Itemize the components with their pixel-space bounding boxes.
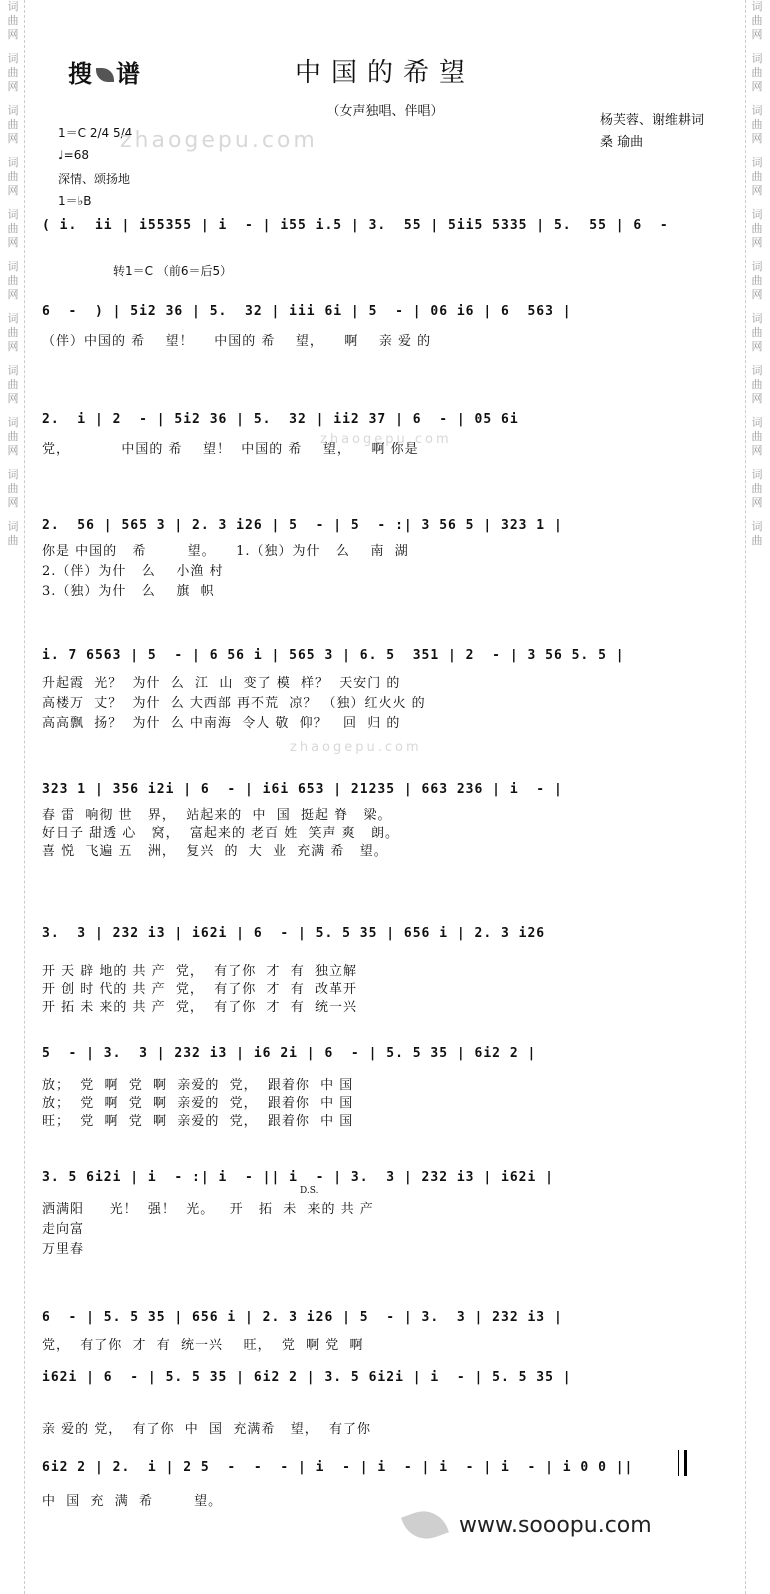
key-signature: 1＝C 2/4 5/4 [58,126,133,140]
logo-right-char: 谱 [116,60,142,88]
lyric-line: 高楼万 丈？ 为什 么 大西部 再不荒 凉？ （独）红火火 的 [42,696,426,711]
side-char: 词 [7,416,19,429]
lyric-line: 2.（伴）为什 么 小渔 村 [42,564,224,579]
side-char: 曲 [751,430,763,443]
lyric-line: （伴）中国的 希 望！ 中国的 希 望， 啊 亲 爱 的 [42,334,432,349]
side-watermark-left [2,0,25,1594]
side-char: 网 [751,132,763,145]
lyric-line: 党， 中国的 希 望！ 中国的 希 望， 啊 你是 [42,442,419,457]
lyric-line: 亲 爱的 党， 有了你 中 国 充满希 望， 有了你 [42,1422,371,1437]
side-char: 曲 [751,326,763,339]
side-char: 曲 [751,378,763,391]
side-char: 网 [7,80,19,93]
lyric-line: 洒满阳 光！ 强！ 光。 开 拓 未 来的 共 产 [42,1202,374,1217]
side-char: 词 [751,208,763,221]
side-char: 词 [751,468,763,481]
side-char: 曲 [7,14,19,27]
side-char: 词 [751,260,763,273]
notation-line: 6i2 2 | 2. i | 2 5 - - - | i - | i - | i - | i - | i 0 0 || [42,1459,634,1475]
notation-line: i62i | 6 - | 5. 5 35 | 6i2 2 | 3. 5 6i2i | i - | 5. 5 35 | [42,1369,572,1385]
side-char: 词 [7,312,19,325]
lyric-line: 你是 中国的 希 望。 1.（独）为什 么 南 湖 [42,544,409,559]
side-char: 词 [7,364,19,377]
side-char: 曲 [7,326,19,339]
notation-line: 2. 56 | 565 3 | 2. 3 i26 | 5 - | 5 - :| 3 56 5 | 323 1 | [42,517,563,533]
side-char: 网 [7,184,19,197]
lyricist-credit: 杨芙蓉、谢维耕词 [600,113,705,128]
lyric-line: 走向富 [42,1222,85,1237]
watermark: zhaogepu.com [320,432,452,447]
side-char: 词 [751,52,763,65]
side-char: 曲 [751,14,763,27]
watermark: zhaogepu.com [120,128,318,153]
side-char: 曲 [7,430,19,443]
side-char: 曲 [751,274,763,287]
side-char: 网 [7,496,19,509]
side-char: 网 [7,392,19,405]
side-char: 词 [7,520,19,533]
side-char: 网 [751,236,763,249]
logo-left-char: 搜 [68,60,94,88]
side-char: 词 [751,104,763,117]
side-char: 词 [751,156,763,169]
side-char: 曲 [751,534,763,547]
lyric-line: 3.（独）为什 么 旗 帜 [42,584,215,599]
side-char: 词 [7,156,19,169]
side-char: 曲 [7,482,19,495]
notation-line: ( i. ii | i55355 | i - | i55 i.5 | 3. 55 | 5ii5 5335 | 5. 55 | 6 - [42,217,669,233]
side-char: 网 [7,340,19,353]
notation-line: 5 - | 3. 3 | 232 i3 | i6 2i | 6 - | 5. 5 35 | 6i2 2 | [42,1045,537,1061]
lyric-line: 喜 悦 飞遍 五 洲， 复兴 的 大 业 充满 希 望。 [42,844,388,859]
notation-line: 3. 3 | 232 i3 | i62i | 6 - | 5. 5 35 | 656 i | 2. 3 i26 [42,925,546,941]
side-char: 网 [751,28,763,41]
side-char: 词 [751,0,763,13]
ds-mark: D.S. [300,1186,319,1196]
side-char: 曲 [7,274,19,287]
side-char: 网 [7,444,19,457]
notation-line: i. 7 6563 | 5 - | 6 56 i | 565 3 | 6. 5 351 | 2 - | 3 56 5. 5 | [42,647,625,663]
notation-line: 3. 5 6i2i | i - :| i - || i - | 3. 3 | 232 i3 | i62i | [42,1169,554,1185]
side-char: 词 [751,312,763,325]
credits [600,110,704,154]
side-char: 网 [7,28,19,41]
lyric-line: 开 创 时 代的 共 产 党， 有了你 才 有 改革开 [42,982,357,997]
notation-line: 323 1 | 356 i2i | 6 - | i6i 653 | 21235 | 663 236 | i - | [42,781,563,797]
side-char: 词 [751,364,763,377]
footer [405,1510,652,1540]
side-char: 曲 [7,66,19,79]
watermark: zhaogepu.com [290,740,422,755]
lyric-line: 万里春 [42,1242,85,1257]
side-char: 词 [751,520,763,533]
modulation-marking: 转1＝C （前6＝后5） [113,264,233,278]
footer-url: www.sooopu.com [459,1512,652,1538]
side-char: 曲 [751,118,763,131]
side-char: 曲 [7,534,19,547]
page-title: 中国的希望 [294,58,475,88]
side-char: 网 [751,392,763,405]
notation-line: 2. i | 2 - | 5i2 36 | 5. 32 | ii2 37 | 6 - | 05 6i [42,411,519,427]
side-char: 词 [751,416,763,429]
side-char: 网 [751,444,763,457]
side-watermark-right [745,0,768,1594]
key-signature-alt: 1＝♭B [58,194,92,208]
side-char: 曲 [751,66,763,79]
side-char: 词 [7,468,19,481]
side-char: 网 [751,496,763,509]
lyric-line: 升起霞 光？ 为什 么 江 山 变了 模 样？ 天安门 的 [42,676,401,691]
side-char: 网 [7,288,19,301]
side-char: 网 [751,340,763,353]
side-char: 曲 [751,482,763,495]
side-char: 网 [7,132,19,145]
side-char: 词 [7,104,19,117]
side-char: 曲 [751,170,763,183]
subtitle: （女声独唱、伴唱） [326,104,444,119]
lyric-line: 党， 有了你 才 有 统一兴 旺， 党 啊 党 啊 [42,1338,364,1353]
lyric-line: 开 拓 未 来的 共 产 党， 有了你 才 有 统一兴 [42,1000,357,1015]
side-char: 曲 [7,222,19,235]
side-char: 曲 [751,222,763,235]
side-char: 网 [751,288,763,301]
notation-line: 6 - ) | 5i2 36 | 5. 32 | iii 6i | 5 - | 06 i6 | 6 563 | [42,303,572,319]
side-char: 词 [7,52,19,65]
expression-marking: 深情、颂扬地 [58,172,131,186]
tempo-marking: ♩=68 [58,148,89,162]
lyric-line: 旺； 党 啊 党 啊 亲爱的 党， 跟着你 中 国 [42,1114,354,1129]
final-barline [678,1450,687,1476]
side-char: 网 [751,80,763,93]
side-char: 词 [7,0,19,13]
side-char: 曲 [7,378,19,391]
side-char: 曲 [7,170,19,183]
lyric-line: 开 天 辟 地的 共 产 党， 有了你 才 有 独立解 [42,964,357,979]
side-char: 网 [751,184,763,197]
lyric-line: 放； 党 啊 党 啊 亲爱的 党， 跟着你 中 国 [42,1096,354,1111]
lyric-line: 放； 党 啊 党 啊 亲爱的 党， 跟着你 中 国 [42,1078,354,1093]
composer-credit: 桑 瑜曲 [600,135,644,150]
lyric-line: 中 国 充 满 希 望。 [42,1494,223,1509]
side-char: 网 [7,236,19,249]
side-char: 曲 [7,118,19,131]
lyric-line: 春 雷 响彻 世 界， 站起来的 中 国 挺起 脊 梁。 [42,808,392,823]
notation-line: 6 - | 5. 5 35 | 656 i | 2. 3 i26 | 5 - | 3. 3 | 232 i3 | [42,1309,563,1325]
lyric-line: 高高飘 扬？ 为什 么 中南海 令人 敬 仰？ 回 归 的 [42,716,401,731]
lyric-line: 好日子 甜透 心 窝， 富起来的 老百 姓 笑声 爽 朗。 [42,826,399,841]
side-char: 词 [7,208,19,221]
side-char: 词 [7,260,19,273]
leaf-logo-icon [401,1504,449,1546]
